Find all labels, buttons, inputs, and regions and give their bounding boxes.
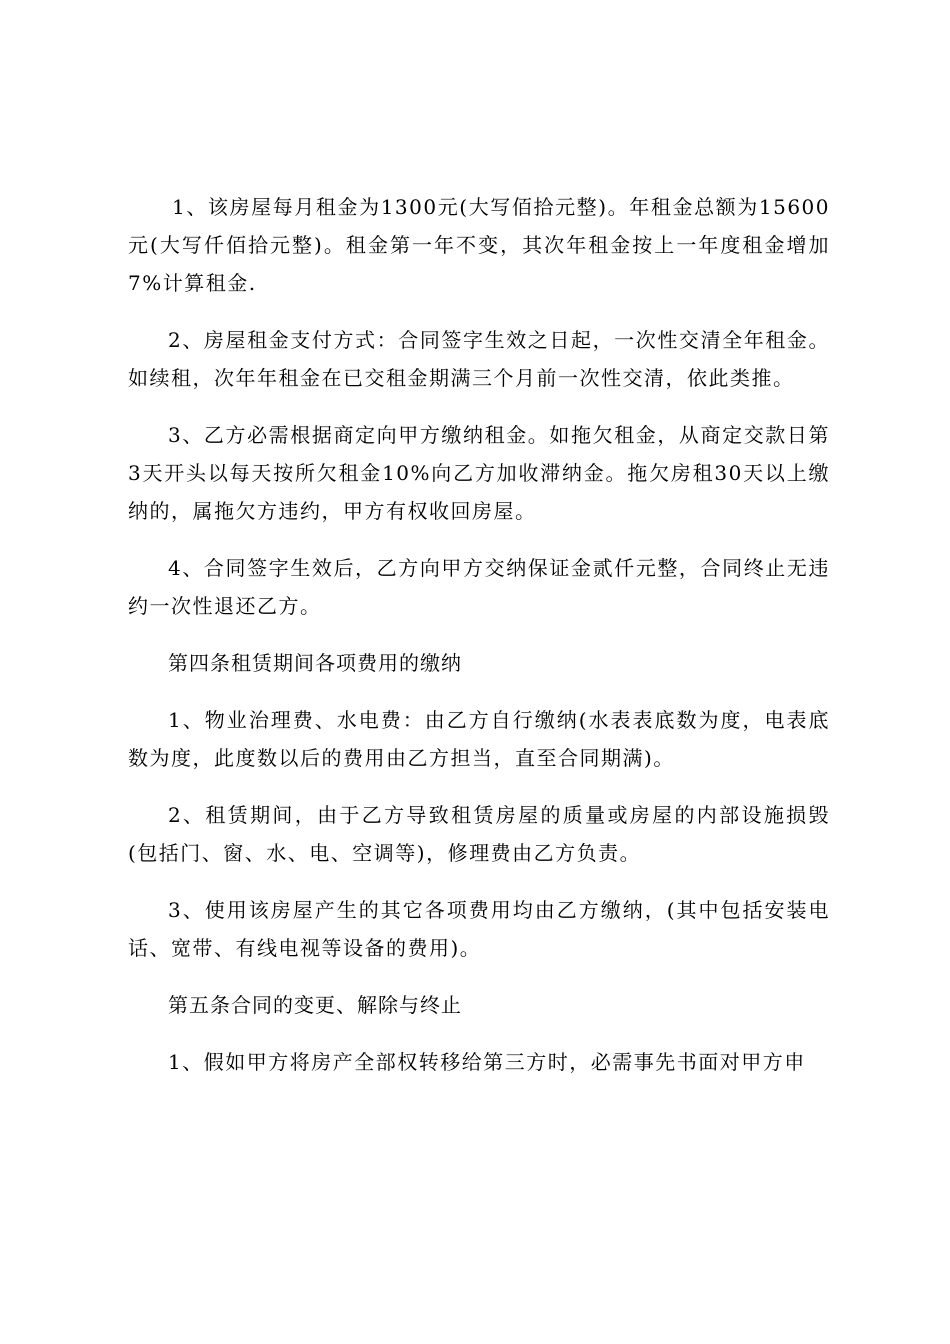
repair-fee-clause: 2、租赁期间，由于乙方导致租赁房屋的质量或房屋的内部设施损毁(包括门、窗、水、电、空调等)，修理费由乙方负责。 [128, 803, 830, 865]
document-page [128, 188, 830, 1100]
utilities-fee-clause: 1、物业治理费、水电费：由乙方自行缴纳(水表表底数为度，电表底数为度，此度数以后的费用由乙方担当，直至合同期满)。 [128, 708, 830, 770]
section-heading-article-4: 第四条租赁期间各项费用的缴纳 [168, 651, 462, 675]
late-payment-clause: 3、乙方必需根据商定向甲方缴纳租金。如拖欠租金，从商定交款日第3天开头以每天按所欠租金10%向乙方加收滞纳金。拖欠房租30天以上缴纳的，属拖欠方违约，甲方有权收回房屋。 [128, 423, 830, 523]
rent-payment-method-clause: 2、房屋租金支付方式：合同签字生效之日起，一次性交清全年租金。如续租，次年年租金在已交租金期满三个月前一次性交清，依此类推。 [128, 328, 830, 390]
other-fees-clause: 3、使用该房屋产生的其它各项费用均由乙方缴纳，(其中包括安装电话、宽带、有线电视等设备的费用)。 [128, 898, 830, 960]
ownership-transfer-clause: 1、假如甲方将房产全部权转移给第三方时，必需事先书面对甲方申 [168, 1050, 806, 1074]
deposit-clause: 4、合同签字生效后，乙方向甲方交纳保证金贰仟元整，合同终止无违约一次性退还乙方。 [128, 556, 830, 618]
section-heading-article-5: 第五条合同的变更、解除与终止 [168, 993, 462, 1017]
rent-amount-clause: 1、该房屋每月租金为1300元(大写佰拾元整)。年租金总额为15600元(大写仟佰拾元整)。租金第一年不变，其次年租金按上一年度租金增加7%计算租金. [128, 195, 830, 295]
